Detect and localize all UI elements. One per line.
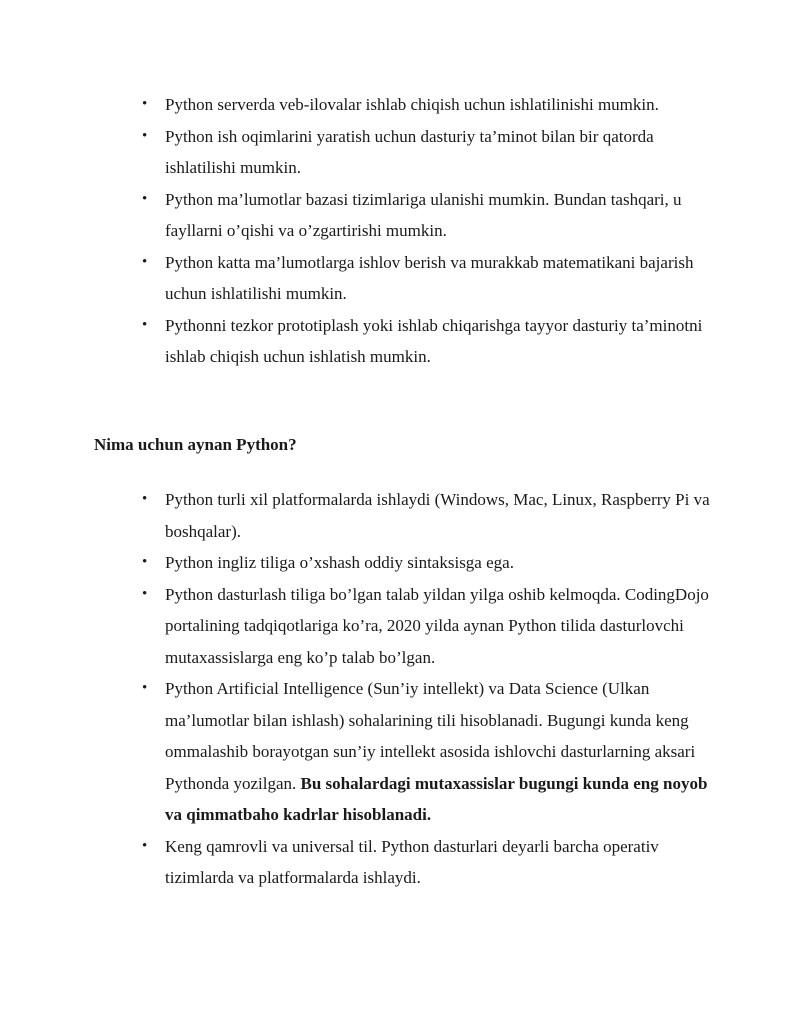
list-item bbox=[165, 247, 710, 310]
list-item-text: Python dasturlash tiliga bo’lgan talab yildan yilga oshib kelmoqda. CodingDojo portalining tadqiqotlariga ko’ra, 2020 yilda aynan Python tilida dasturlovchi mutaxassislarga eng ko’p talab bo’lgan. bbox=[165, 584, 709, 667]
list-item bbox=[165, 831, 710, 894]
list-item-text: Python ingliz tiliga o’xshash oddiy sintaksisga ega. bbox=[165, 553, 514, 572]
list-item-bold-text: Bu sohalardagi mutaxassislar bugungi kunda eng noyob va qimmatbaho kadrlar hisoblanadi. bbox=[165, 773, 708, 824]
list-item-text: Python ma’lumotlar bazasi tizimlariga ulanishi mumkin. Bundan tashqari, u fayllarni o’qishi va o’zgartirishi mumkin. bbox=[165, 189, 682, 240]
list-item-text: Python katta ma’lumotlarga ishlov berish va murakkab matematikani bajarish uchun ishlatilishi mumkin. bbox=[165, 252, 694, 303]
list-item bbox=[165, 310, 710, 373]
why-python-list bbox=[165, 484, 710, 894]
list-item-text: Pythonni tezkor prototiplash yoki ishlab chiqarishga tayyor dasturiy ta’minotni ishlab chiqish uchun ishlatish mumkin. bbox=[165, 315, 703, 366]
list-item-text: Python turli xil platformalarda ishlaydi (Windows, Mac, Linux, Raspberry Pi va boshqalar). bbox=[165, 490, 710, 541]
section-heading: Nima uchun aynan Python? bbox=[94, 435, 297, 454]
python-uses-list bbox=[165, 89, 710, 373]
list-item bbox=[165, 89, 710, 121]
list-item bbox=[165, 579, 710, 674]
list-item-text: Python Artificial Intelligence (Sun’iy intellekt) va Data Science (Ulkan ma’lumotlar bilan ishlash) sohalarining tili hisoblanadi. Bugungi kunda keng ommalashib borayotgan sun’iy intellekt asosida ishlovchi dasturlarning aksari Pythonda yozilgan. bbox=[165, 679, 696, 793]
list-item-text: Python serverda veb-ilovalar ishlab chiqish uchun ishlatilinishi mumkin. bbox=[165, 95, 659, 114]
list-item bbox=[165, 547, 710, 579]
list-item bbox=[165, 484, 710, 547]
list-item bbox=[165, 184, 710, 247]
list-item-text: Python ish oqimlarini yaratish uchun dasturiy ta’minot bilan bir qatorda ishlatilishi mumkin. bbox=[165, 126, 654, 177]
list-item-text: Keng qamrovli va universal til. Python dasturlari deyarli barcha operativ tizimlarda va platformalarda ishlaydi. bbox=[165, 836, 659, 887]
list-item bbox=[165, 121, 710, 184]
list-item bbox=[165, 673, 710, 831]
